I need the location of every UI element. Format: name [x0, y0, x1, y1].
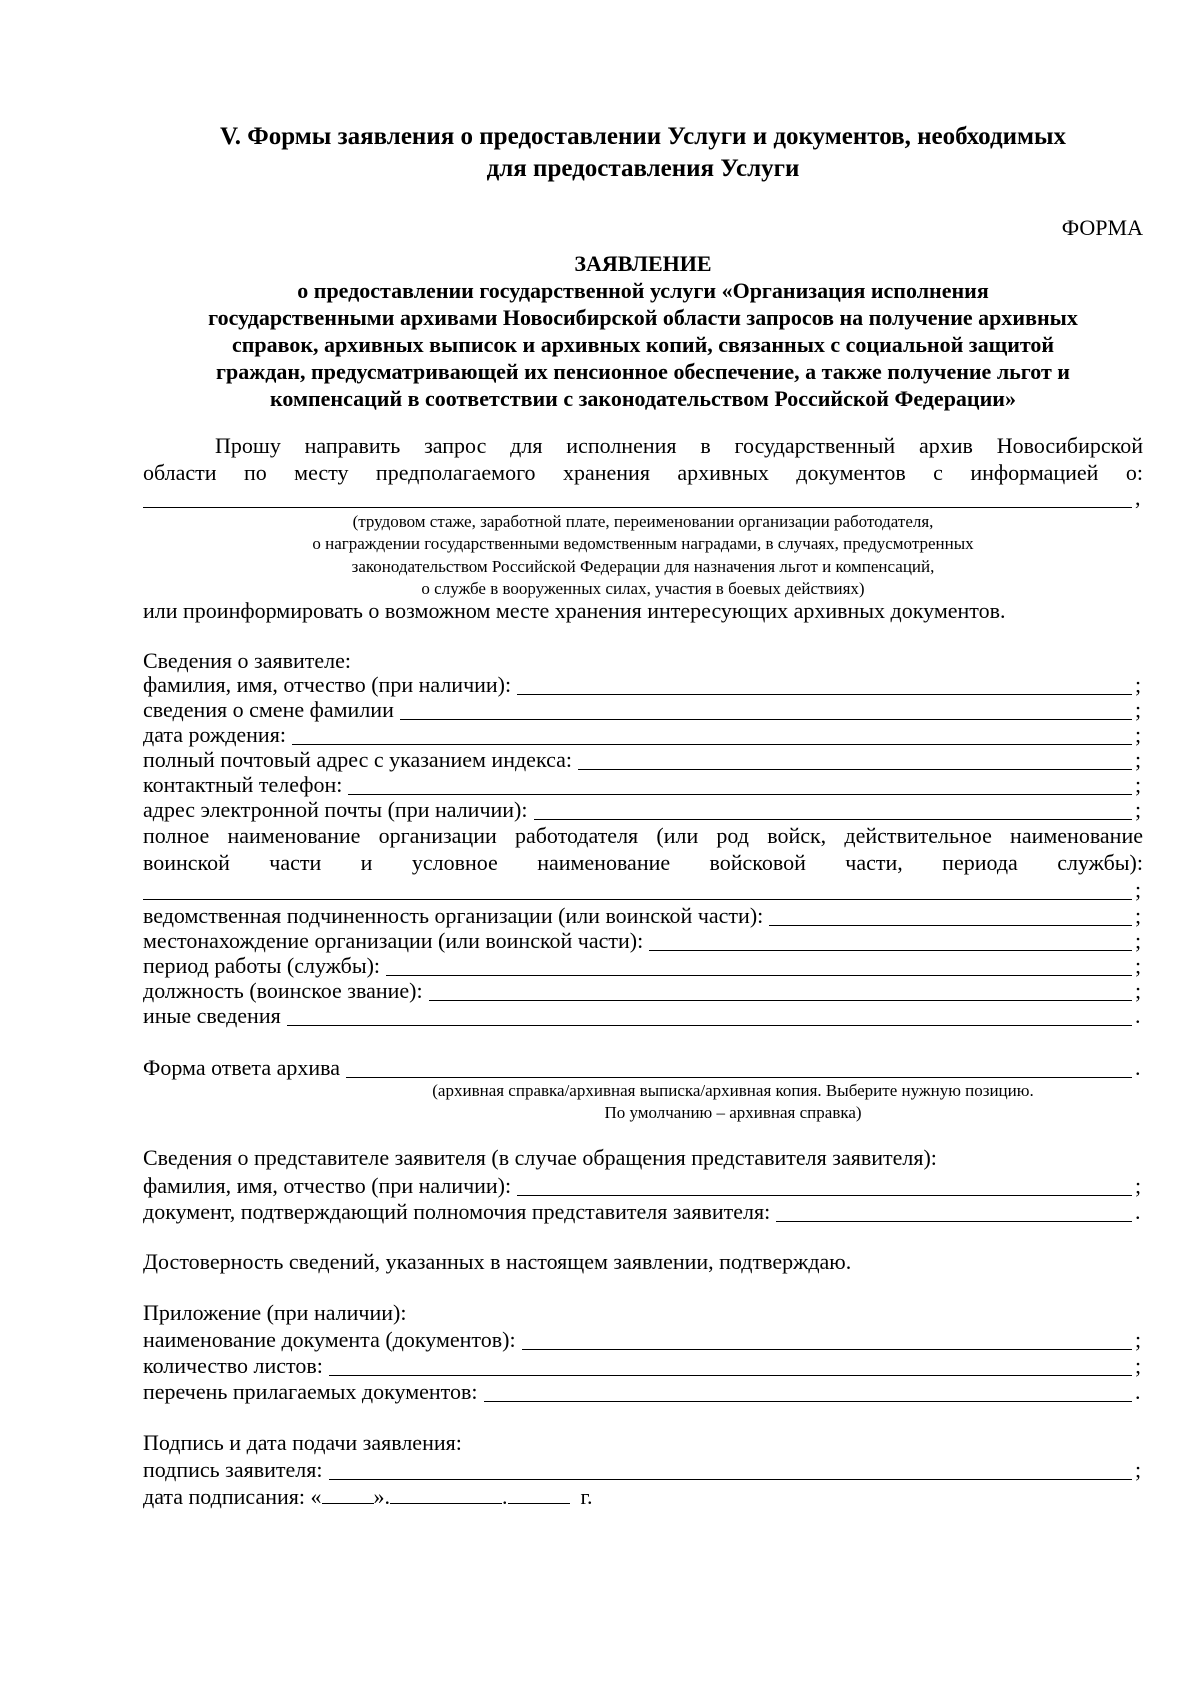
- field-end-mark: ;: [1135, 953, 1142, 978]
- answer-hint-line1: (архивная справка/архивная выписка/архивная копия. Выберите нужную позицию.: [432, 1081, 1034, 1100]
- employer-name-input-line[interactable]: [143, 878, 1132, 900]
- field-label: ведомственная подчиненность организации (или воинской части):: [143, 903, 764, 928]
- field-label: полный почтовый адрес с указанием индекса:: [143, 747, 572, 772]
- request-info-line[interactable]: [143, 486, 1132, 508]
- confirmation-text: Достоверность сведений, указанных в настоящем заявлении, подтверждаю.: [143, 1249, 852, 1274]
- field-label: период работы (службы):: [143, 953, 381, 978]
- location-input-line[interactable]: [649, 929, 1132, 951]
- applicant-phone-field[interactable]: [143, 771, 1143, 799]
- field-label: местонахождение организации (или воинской части):: [143, 928, 644, 953]
- subordination-input-line[interactable]: [769, 904, 1132, 926]
- date-month-input-line[interactable]: [390, 1482, 502, 1504]
- attachment-list-field[interactable]: [143, 1378, 1143, 1406]
- signature-heading: Подпись и дата подачи заявления:: [143, 1430, 462, 1455]
- applicant-heading: Сведения о заявителе:: [143, 648, 352, 673]
- field-end-mark: ;: [1135, 903, 1142, 928]
- attachment-doc-name-field[interactable]: [143, 1326, 1143, 1354]
- field-end-mark: ;: [1135, 1353, 1142, 1378]
- date-dot: .: [502, 1484, 508, 1509]
- representative-heading: Сведения о представителе заявителя (в случае обращения представителя заявителя):: [143, 1145, 937, 1170]
- field-end-mark: ,: [1135, 485, 1141, 510]
- doc-name-input-line[interactable]: [522, 1328, 1132, 1350]
- field-end-mark: ;: [1135, 797, 1142, 822]
- authority-document-input-line[interactable]: [776, 1200, 1132, 1222]
- surname-change-input-line[interactable]: [400, 698, 1132, 720]
- field-end-mark: ;: [1135, 928, 1142, 953]
- position-field[interactable]: [143, 977, 1143, 1005]
- date-day-input-line[interactable]: [322, 1482, 374, 1504]
- employer-text-line2: воинской части и условное наименование войсковой части, периода службы):: [143, 850, 1143, 875]
- form-label: ФОРМА: [1061, 215, 1143, 240]
- birth-date-input-line[interactable]: [292, 723, 1132, 745]
- field-label: фамилия, имя, отчество (при наличии):: [143, 672, 512, 697]
- section-heading-line1: V. Формы заявления о предоставлении Услуги и документов, необходимых: [219, 123, 1067, 150]
- request-hint-line: о службе в вооруженных силах, участия в боевых действиях): [421, 579, 865, 598]
- request-line1: Прошу направить запрос для исполнения в государственный архив Новосибирской: [215, 433, 1143, 458]
- statement-subtitle-line: компенсаций в соответствии с законодательством Российской Федерации»: [270, 386, 1016, 411]
- answer-hint-line2: По умолчанию – архивная справка): [604, 1103, 862, 1122]
- field-label: должность (воинское звание):: [143, 978, 423, 1003]
- answer-form-field[interactable]: [143, 1054, 1143, 1082]
- field-label: дата рождения:: [143, 722, 286, 747]
- organization-location-field[interactable]: [143, 927, 1143, 955]
- attachment-heading: Приложение (при наличии):: [143, 1300, 407, 1325]
- representative-full-name-field[interactable]: [143, 1172, 1143, 1200]
- field-end-mark: ;: [1135, 877, 1142, 902]
- field-label: наименование документа (документов):: [143, 1327, 516, 1352]
- email-input-line[interactable]: [534, 798, 1133, 820]
- field-label: адрес электронной почты (при наличии):: [143, 797, 528, 822]
- signature-input-line[interactable]: [329, 1458, 1132, 1480]
- request-info-field[interactable]: [143, 484, 1143, 512]
- field-end-mark: .: [1135, 1379, 1141, 1404]
- statement-title: ЗАЯВЛЕНИЕ: [574, 251, 712, 276]
- applicant-postal-address-field[interactable]: [143, 746, 1143, 774]
- field-label: сведения о смене фамилии: [143, 697, 394, 722]
- applicant-email-field[interactable]: [143, 796, 1143, 824]
- employer-name-field[interactable]: [143, 876, 1143, 904]
- representative-name-input-line[interactable]: [517, 1174, 1132, 1196]
- other-info-field[interactable]: [143, 1002, 1143, 1030]
- section-heading-line2: для предоставления Услуги: [486, 155, 800, 182]
- employer-text-line1: полное наименование организации работодателя (или род войск, действительное наименование: [143, 823, 1143, 848]
- field-end-mark: .: [1135, 1003, 1141, 1028]
- field-end-mark: ;: [1135, 1173, 1142, 1198]
- sheet-count-input-line[interactable]: [329, 1354, 1132, 1376]
- date-close-quote: ».: [373, 1484, 390, 1509]
- date-year-suffix: г.: [580, 1484, 593, 1509]
- request-hint-line: о награждении государственными ведомственным наградами, в случаях, предусмотренных: [312, 534, 974, 553]
- request-line2: области по месту предполагаемого хранения архивных документов с информацией о:: [143, 460, 1143, 485]
- date-year-input-line[interactable]: [508, 1482, 570, 1504]
- statement-subtitle-line: о предоставлении государственной услуги «Организация исполнения: [297, 278, 989, 303]
- field-end-mark: ;: [1135, 722, 1142, 747]
- signature-field[interactable]: [143, 1456, 1143, 1484]
- request-after-text: или проинформировать о возможном месте хранения интересующих архивных документов.: [143, 598, 1006, 623]
- other-info-input-line[interactable]: [287, 1004, 1132, 1026]
- postal-address-input-line[interactable]: [578, 748, 1132, 770]
- field-end-mark: ;: [1135, 978, 1142, 1003]
- applicant-surname-change-field[interactable]: [143, 696, 1143, 724]
- applicant-full-name-field[interactable]: [143, 671, 1143, 699]
- statement-subtitle-line: справок, архивных выписок и архивных копий, связанных с социальной защитой: [231, 332, 1055, 357]
- representative-authority-field[interactable]: [143, 1198, 1143, 1226]
- field-end-mark: ;: [1135, 1457, 1142, 1482]
- attachment-list-input-line[interactable]: [484, 1380, 1132, 1402]
- request-hint-line: законодательством Российской Федерации для назначения льгот и компенсаций,: [351, 557, 935, 576]
- field-label: иные сведения: [143, 1003, 281, 1028]
- date-label: дата подписания: «: [143, 1484, 322, 1509]
- field-label: контактный телефон:: [143, 772, 343, 797]
- field-end-mark: ;: [1135, 747, 1142, 772]
- signing-date-field[interactable]: [143, 1482, 593, 1511]
- field-end-mark: .: [1135, 1055, 1141, 1080]
- field-label: документ, подтверждающий полномочия представителя заявителя:: [143, 1199, 771, 1224]
- field-label: перечень прилагаемых документов:: [143, 1379, 478, 1404]
- field-end-mark: ;: [1135, 672, 1142, 697]
- work-period-input-line[interactable]: [386, 954, 1132, 976]
- field-label: подпись заявителя:: [143, 1457, 323, 1482]
- statement-subtitle-line: граждан, предусматривающей их пенсионное обеспечение, а также получение льгот и: [216, 359, 1070, 384]
- answer-form-input-line[interactable]: [346, 1056, 1132, 1078]
- field-label: количество листов:: [143, 1353, 323, 1378]
- field-end-mark: ;: [1135, 1327, 1142, 1352]
- attachment-sheet-count-field[interactable]: [143, 1352, 1143, 1380]
- phone-input-line[interactable]: [348, 773, 1132, 795]
- field-end-mark: ;: [1135, 697, 1142, 722]
- request-hint-line: (трудовом стаже, заработной плате, переименовании организации работодателя,: [352, 512, 934, 531]
- field-end-mark: .: [1135, 1199, 1141, 1224]
- subordination-field[interactable]: [143, 902, 1143, 930]
- position-input-line[interactable]: [429, 979, 1132, 1001]
- field-label: Форма ответа архива: [143, 1055, 340, 1080]
- field-label: фамилия, имя, отчество (при наличии):: [143, 1173, 512, 1198]
- field-end-mark: ;: [1135, 772, 1142, 797]
- work-period-field[interactable]: [143, 952, 1143, 980]
- applicant-birth-date-field[interactable]: [143, 721, 1143, 749]
- statement-subtitle-line: государственными архивами Новосибирской области запросов на получение архивных: [208, 305, 1078, 330]
- full-name-input-line[interactable]: [517, 673, 1132, 695]
